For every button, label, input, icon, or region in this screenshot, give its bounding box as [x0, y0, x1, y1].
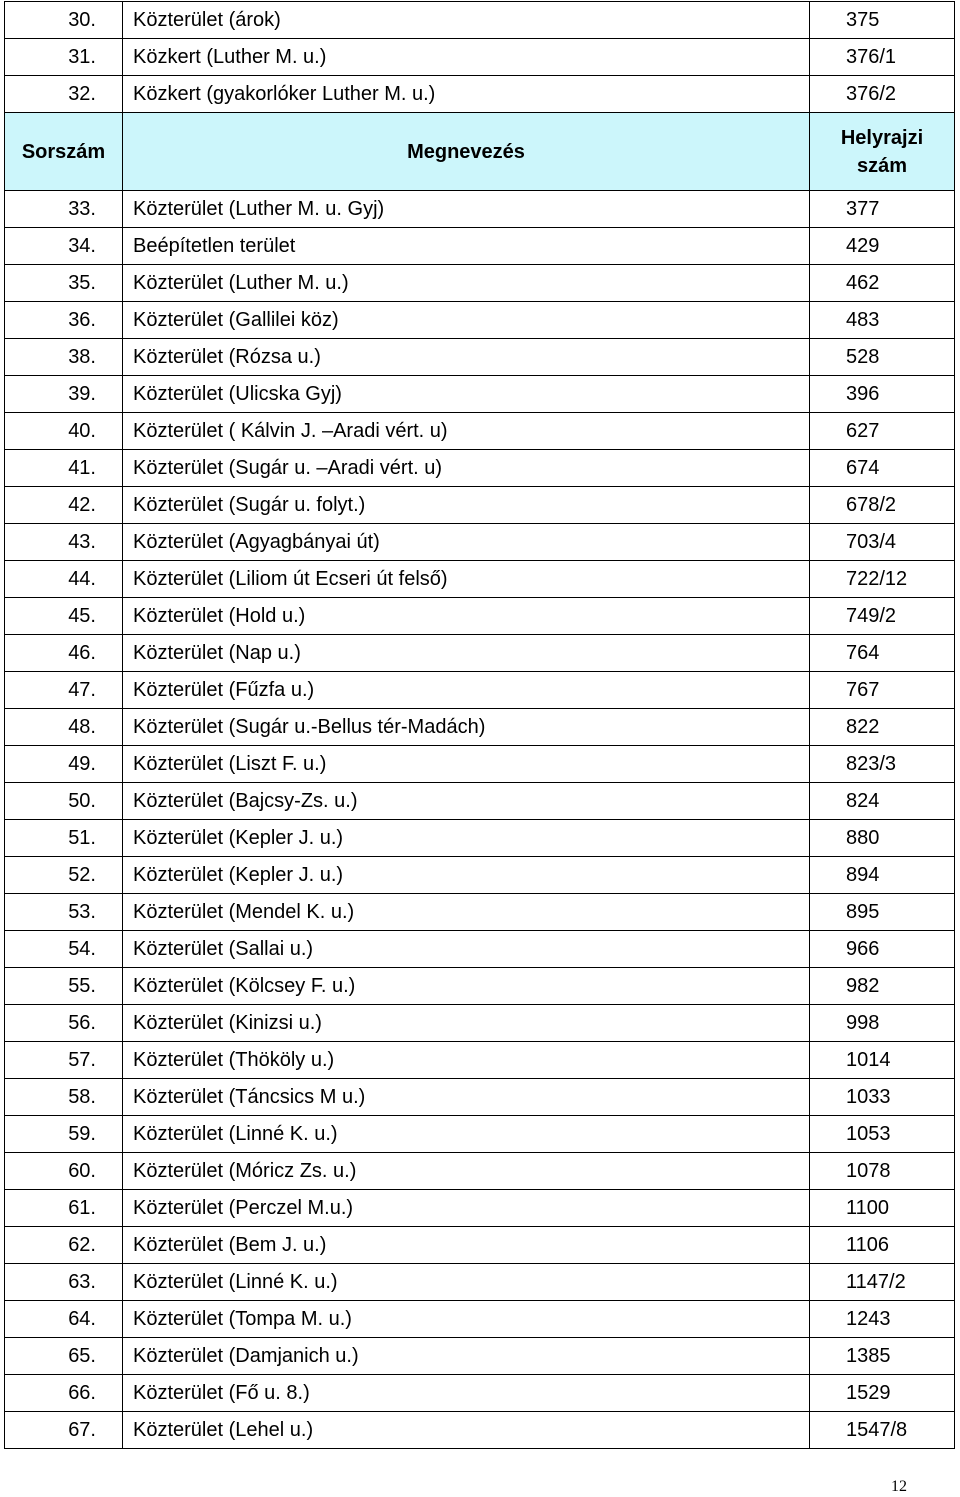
row-hrsz: 1243 — [810, 1301, 955, 1338]
table-row — [5, 968, 955, 1005]
row-number: 59. — [5, 1116, 123, 1153]
table-row — [5, 1264, 955, 1301]
row-hrsz: 767 — [810, 672, 955, 709]
table-row — [5, 265, 955, 302]
table-row — [5, 1079, 955, 1116]
table-row — [5, 487, 955, 524]
row-number: 58. — [5, 1079, 123, 1116]
row-number: 49. — [5, 746, 123, 783]
table-row — [5, 857, 955, 894]
table-row — [5, 1375, 955, 1412]
row-name: Közterület ( Kálvin J. –Aradi vért. u) — [123, 413, 810, 450]
row-number: 44. — [5, 561, 123, 598]
row-number: 63. — [5, 1264, 123, 1301]
row-hrsz: 1106 — [810, 1227, 955, 1264]
row-hrsz: 895 — [810, 894, 955, 931]
row-number: 38. — [5, 339, 123, 376]
row-name: Közterület (Perczel M.u.) — [123, 1190, 810, 1227]
row-number: 50. — [5, 783, 123, 820]
row-number: 67. — [5, 1412, 123, 1449]
header-helyrajzi-line1: Helyrajzi — [840, 126, 924, 149]
row-number: 32. — [5, 76, 123, 113]
row-number: 30. — [5, 2, 123, 39]
row-hrsz: 1547/8 — [810, 1412, 955, 1449]
row-number: 54. — [5, 931, 123, 968]
table-row — [5, 1042, 955, 1079]
table-row — [5, 339, 955, 376]
table-row — [5, 1301, 955, 1338]
row-hrsz: 722/12 — [810, 561, 955, 598]
row-name: Közterület (Hold u.) — [123, 598, 810, 635]
row-name: Közterület (Sugár u. folyt.) — [123, 487, 810, 524]
row-name: Közterület (Kepler J. u.) — [123, 857, 810, 894]
row-name: Közterület (Sugár u.-Bellus tér-Madách) — [123, 709, 810, 746]
row-number: 31. — [5, 39, 123, 76]
row-name: Közterület (Liliom út Ecseri út felső) — [123, 561, 810, 598]
table-row — [5, 76, 955, 113]
row-hrsz: 396 — [810, 376, 955, 413]
row-hrsz: 462 — [810, 265, 955, 302]
row-name: Közterület (Sallai u.) — [123, 931, 810, 968]
row-hrsz: 528 — [810, 339, 955, 376]
page-number: 12 — [891, 1478, 907, 1495]
row-hrsz: 764 — [810, 635, 955, 672]
row-number: 34. — [5, 228, 123, 265]
row-name: Közterület (Liszt F. u.) — [123, 746, 810, 783]
row-hrsz: 1033 — [810, 1079, 955, 1116]
table-row — [5, 746, 955, 783]
rows-before-header — [5, 2, 955, 113]
row-name: Közterület (Kölcsey F. u.) — [123, 968, 810, 1005]
table-row — [5, 1153, 955, 1190]
row-name: Közterület (Damjanich u.) — [123, 1338, 810, 1375]
row-hrsz: 1053 — [810, 1116, 955, 1153]
row-number: 56. — [5, 1005, 123, 1042]
row-hrsz: 880 — [810, 820, 955, 857]
row-hrsz: 678/2 — [810, 487, 955, 524]
row-name: Közterület (Bem J. u.) — [123, 1227, 810, 1264]
row-hrsz: 674 — [810, 450, 955, 487]
row-name: Közterület (Lehel u.) — [123, 1412, 810, 1449]
row-name: Közterület (árok) — [123, 2, 810, 39]
row-hrsz: 894 — [810, 857, 955, 894]
table-header-row — [5, 113, 955, 191]
row-number: 36. — [5, 302, 123, 339]
row-number: 64. — [5, 1301, 123, 1338]
row-number: 47. — [5, 672, 123, 709]
table-row — [5, 635, 955, 672]
row-hrsz: 982 — [810, 968, 955, 1005]
table-row — [5, 783, 955, 820]
row-number: 39. — [5, 376, 123, 413]
row-hrsz: 1078 — [810, 1153, 955, 1190]
table-row — [5, 894, 955, 931]
row-hrsz: 822 — [810, 709, 955, 746]
row-hrsz: 824 — [810, 783, 955, 820]
table-row — [5, 1005, 955, 1042]
row-name: Közterület (Linné K. u.) — [123, 1264, 810, 1301]
row-hrsz: 966 — [810, 931, 955, 968]
row-number: 62. — [5, 1227, 123, 1264]
row-number: 53. — [5, 894, 123, 931]
row-name: Közterület (Táncsics M u.) — [123, 1079, 810, 1116]
row-name: Közterület (Thököly u.) — [123, 1042, 810, 1079]
table-row — [5, 376, 955, 413]
table-row — [5, 228, 955, 265]
row-hrsz: 376/2 — [810, 76, 955, 113]
table-row — [5, 39, 955, 76]
row-name: Közterület (Fűzfa u.) — [123, 672, 810, 709]
table-row — [5, 598, 955, 635]
row-hrsz: 1529 — [810, 1375, 955, 1412]
header-sorszam: Sorszám — [5, 113, 123, 191]
row-number: 46. — [5, 635, 123, 672]
row-number: 51. — [5, 820, 123, 857]
table-row — [5, 709, 955, 746]
row-name: Közkert (Luther M. u.) — [123, 39, 810, 76]
table-row — [5, 1412, 955, 1449]
row-name: Közterület (Agyagbányai út) — [123, 524, 810, 561]
row-hrsz: 823/3 — [810, 746, 955, 783]
table-row — [5, 1227, 955, 1264]
row-name: Közterület (Linné K. u.) — [123, 1116, 810, 1153]
parcel-table — [4, 1, 955, 1449]
row-number: 65. — [5, 1338, 123, 1375]
row-name: Közterület (Ulicska Gyj) — [123, 376, 810, 413]
table-row — [5, 450, 955, 487]
header-megnevezes: Megnevezés — [123, 113, 810, 191]
row-hrsz: 1147/2 — [810, 1264, 955, 1301]
row-name: Közkert (gyakorlóker Luther M. u.) — [123, 76, 810, 113]
table-row — [5, 672, 955, 709]
row-name: Közterület (Sugár u. –Aradi vért. u) — [123, 450, 810, 487]
row-hrsz: 749/2 — [810, 598, 955, 635]
row-number: 40. — [5, 413, 123, 450]
row-name: Közterület (Rózsa u.) — [123, 339, 810, 376]
table-row — [5, 1116, 955, 1153]
row-number: 60. — [5, 1153, 123, 1190]
row-hrsz: 703/4 — [810, 524, 955, 561]
table-row — [5, 302, 955, 339]
row-number: 55. — [5, 968, 123, 1005]
row-name: Közterület (Tompa M. u.) — [123, 1301, 810, 1338]
table-row — [5, 561, 955, 598]
row-hrsz: 627 — [810, 413, 955, 450]
row-name: Közterület (Kepler J. u.) — [123, 820, 810, 857]
row-hrsz: 376/1 — [810, 39, 955, 76]
row-name: Közterület (Luther M. u. Gyj) — [123, 191, 810, 228]
row-name: Közterület (Nap u.) — [123, 635, 810, 672]
row-name: Beépítetlen terület — [123, 228, 810, 265]
row-number: 42. — [5, 487, 123, 524]
row-name: Közterület (Mendel K. u.) — [123, 894, 810, 931]
row-number: 41. — [5, 450, 123, 487]
row-number: 43. — [5, 524, 123, 561]
rows-after-header — [5, 191, 955, 1449]
row-hrsz: 1385 — [810, 1338, 955, 1375]
row-name: Közterület (Bajcsy-Zs. u.) — [123, 783, 810, 820]
row-hrsz: 377 — [810, 191, 955, 228]
table-row — [5, 931, 955, 968]
table-row — [5, 413, 955, 450]
row-name: Közterület (Kinizsi u.) — [123, 1005, 810, 1042]
row-name: Közterület (Luther M. u.) — [123, 265, 810, 302]
row-hrsz: 429 — [810, 228, 955, 265]
row-hrsz: 483 — [810, 302, 955, 339]
header-helyrajzi-szam — [810, 113, 955, 191]
row-number: 66. — [5, 1375, 123, 1412]
row-number: 48. — [5, 709, 123, 746]
table-row — [5, 524, 955, 561]
header-helyrajzi-line2: szám — [856, 154, 908, 177]
row-number: 61. — [5, 1190, 123, 1227]
row-hrsz: 1100 — [810, 1190, 955, 1227]
row-hrsz: 375 — [810, 2, 955, 39]
row-hrsz: 1014 — [810, 1042, 955, 1079]
table-row — [5, 820, 955, 857]
row-number: 45. — [5, 598, 123, 635]
row-name: Közterület (Gallilei köz) — [123, 302, 810, 339]
table-row — [5, 1190, 955, 1227]
row-number: 52. — [5, 857, 123, 894]
table-row — [5, 2, 955, 39]
row-number: 57. — [5, 1042, 123, 1079]
row-name: Közterület (Móricz Zs. u.) — [123, 1153, 810, 1190]
row-hrsz: 998 — [810, 1005, 955, 1042]
table-row — [5, 191, 955, 228]
row-name: Közterület (Fő u. 8.) — [123, 1375, 810, 1412]
row-number: 35. — [5, 265, 123, 302]
row-number: 33. — [5, 191, 123, 228]
table-row — [5, 1338, 955, 1375]
